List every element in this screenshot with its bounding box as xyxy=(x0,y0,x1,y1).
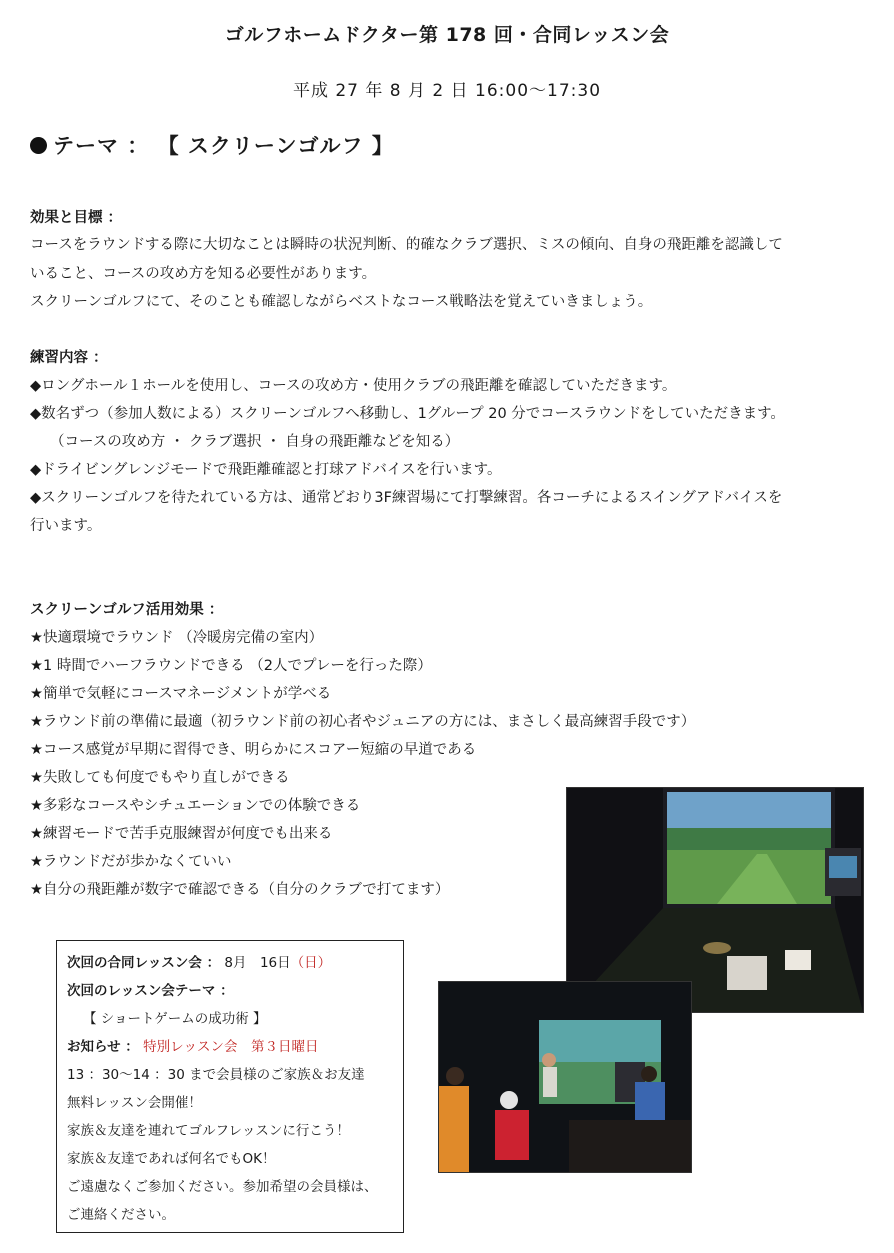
next-theme-row xyxy=(67,979,234,999)
benefit-item: ★1 時間でハーフラウンドできる （2人でプレーを行った際） xyxy=(30,658,432,674)
benefit-item: ★練習モードで苦手克服練習が何度でも出来る xyxy=(30,826,333,842)
next-lesson-label: 次回の合同レッスン会 ： xyxy=(67,955,221,971)
effect-line: いること、コースの攻め方を知る必要性があります。 xyxy=(30,266,377,282)
theme-heading xyxy=(30,130,394,160)
lesson-photo-illustration xyxy=(439,982,691,1172)
next-lesson-day: （日） xyxy=(290,955,332,971)
info-label: お知らせ ： xyxy=(67,1039,139,1055)
effect-line: スクリーンゴルフにて、そのことも確認しながらベストなコース戦略法を覚えていきましょう。 xyxy=(30,294,653,310)
practice-line: ◆ドライビングレンジモードで飛距離確認と打球アドバイスを行います。 xyxy=(30,462,502,478)
next-theme-label: 次回のレッスン会テーマ ： xyxy=(67,983,234,999)
notice-line: 家族＆友達を連れてゴルフレッスンに行こう！ xyxy=(67,1123,350,1139)
benefit-item: ★ラウンド前の準備に最適（初ラウンド前の初心者やジュニアの方には、まさしく最高練習手段です） xyxy=(30,714,696,730)
benefit-item: ★自分の飛距離が数字で確認できる（自分のクラブで打てます） xyxy=(30,882,450,898)
notice-box xyxy=(56,940,404,1233)
practice-line: ◆スクリーンゴルフを待たれている方は、通常どおり3F練習場にて打撃練習。各コーチによるスイングアドバイスを xyxy=(30,490,783,506)
effect-heading: 効果と目標 ： xyxy=(30,210,123,226)
theme-label: テーマ ： 【 スクリーンゴルフ 】 xyxy=(53,134,394,158)
effect-line: コースをラウンドする際に大切なことは瞬時の状況判断、的確なクラブ選択、ミスの傾向、自身の飛距離を認識して xyxy=(30,237,783,253)
benefit-item: ★簡単で気軽にコースマネージメントが学べる xyxy=(30,686,332,702)
practice-line: （コースの攻め方 ・ クラブ選択 ・ 自身の飛距離などを知る） xyxy=(50,434,460,450)
page-title: ゴルフホームドクター第 178 回・合同レッスン会 xyxy=(224,24,670,46)
lesson-photo xyxy=(438,981,692,1173)
benefit-item: ★快適環境でラウンド （冷暖房完備の室内） xyxy=(30,630,324,646)
black-circle-icon xyxy=(30,137,47,154)
next-theme-value: 【 ショートゲームの成功術 】 xyxy=(83,1011,267,1027)
practice-line: ◆数名ずつ（参加人数による）スクリーンゴルフへ移動し、1グループ 20 分でコースラウンドをしていただきます。 xyxy=(30,406,785,422)
practice-line: 行います。 xyxy=(30,518,102,534)
benefits-heading: スクリーンゴルフ活用効果 ： xyxy=(30,602,224,618)
next-lesson-date: 8月 16日 xyxy=(224,955,291,971)
notice-line: 13 ：30～14 ：30 まで会員様のご家族＆お友達 xyxy=(67,1067,365,1083)
benefit-item: ★失敗しても何度でもやり直しができる xyxy=(30,770,290,786)
next-lesson-row xyxy=(67,951,331,971)
notice-line: 家族＆友達であれば何名でもOK！ xyxy=(67,1151,276,1167)
practice-line: ◆ロングホール１ホールを使用し、コースの攻め方・使用クラブの飛距離を確認していただきます。 xyxy=(30,378,677,394)
notice-line: ご遠慮なくご参加ください。参加希望の会員様は、 xyxy=(67,1179,378,1195)
simulator-photo-illustration xyxy=(567,788,863,1012)
benefit-item: ★多彩なコースやシチュエーションでの体験できる xyxy=(30,798,361,814)
notice-line: 無料レッスン会開催！ xyxy=(67,1095,202,1111)
info-row xyxy=(67,1035,318,1055)
info-value: 特別レッスン会 第３日曜日 xyxy=(143,1039,319,1055)
benefit-item: ★ラウンドだが歩かなくていい xyxy=(30,854,232,870)
benefit-item: ★コース感覚が早期に習得でき、明らかにスコアー短縮の早道である xyxy=(30,742,477,758)
practice-heading: 練習内容 ： xyxy=(30,350,108,366)
simulator-photo xyxy=(566,787,864,1013)
notice-line: ご連絡ください。 xyxy=(67,1207,175,1223)
event-date: 平成 27 年 8 月 2 日 16:00～17:30 xyxy=(292,81,602,101)
